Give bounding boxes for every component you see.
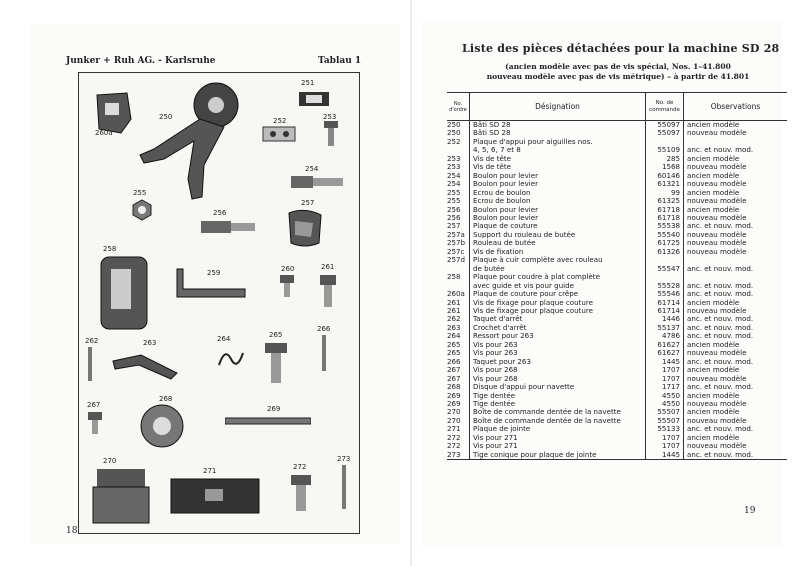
cell-designation: Plaque de couture [470,222,646,230]
table-row [447,324,787,332]
table-row [447,349,787,357]
cell-observations: anc. et nouv. mod. [684,290,788,298]
cell-designation: Ecrou de boulon [470,197,646,205]
cell-commande: 55547 [646,265,684,273]
label-250: 250 [159,113,173,121]
cell-designation: Ressort pour 263 [470,332,646,340]
part-253-screw-drawing [323,119,339,149]
part-266-pin-drawing [321,335,327,371]
table-row [447,451,787,460]
cell-no: 258 [447,273,461,282]
subtitle-line-2: nouveau modèle avec pas de vis métrique) – à partir de 41.801 [486,72,750,81]
cell-commande: 61326 [646,248,684,256]
label-270: 270 [103,457,117,465]
cell-designation: Taquet pour 263 [470,358,646,366]
cell-commande: 61714 [646,307,684,315]
label-263: 263 [143,339,157,347]
cell-no: 257d [447,256,466,265]
table-row [447,282,787,290]
cell-designation: Bâti SD 28 [470,121,646,130]
cell-designation: Disque d'appui pour navette [470,383,646,391]
cell-no: 252 [447,137,461,146]
label-257: 257 [301,199,315,207]
cell-no: 257c [447,247,465,256]
cell-designation: Plaque de jointe [470,425,646,433]
cell-designation: Vis pour 268 [470,375,646,383]
table-row [447,180,787,188]
company-header: Junker + Ruh AG. - Karlsruhe [66,56,216,66]
cell-observations: nouveau modèle [684,163,788,171]
label-259: 259 [207,269,221,277]
table-row [447,189,787,197]
cell-observations: nouveau modèle [684,417,788,425]
cell-no: 269 [447,391,461,400]
cell-designation: Vis de fixage pour plaque couture [470,307,646,315]
cell-designation: Taquet d'arrêt [470,315,646,323]
subtitle-line-1: (ancien modèle avec pas de vis spécial, Nos. 1–41.800 [505,62,731,71]
cell-no: 256 [447,213,461,222]
list-title: Liste des pièces détachées pour la machine SD 28 [462,42,780,55]
table-row [447,214,787,222]
part-273-pin-drawing [341,465,347,509]
table-row [447,307,787,315]
cell-designation: Vis de fixation [470,248,646,256]
cell-observations: ancien modèle [684,434,788,442]
table-row [447,129,787,137]
cell-observations: anc. et nouv. mod. [684,425,788,433]
table-row [447,442,787,450]
label-260a: 260a [95,129,113,137]
table-row [447,375,787,383]
cell-observations: ancien modèle [684,392,788,400]
part-270-box-drawing [91,465,151,527]
cell-designation: Vis de tête [470,163,646,171]
table-row [447,299,787,307]
cell-designation: Crochet d'arrêt [470,324,646,332]
cell-commande: 55507 [646,408,684,416]
cell-observations: ancien modèle [684,172,788,180]
part-258-plate-drawing [99,255,149,331]
part-260-screw-drawing [279,273,295,299]
cell-no: 257 [447,222,461,231]
cell-designation: Boulon pour levier [470,214,646,222]
cell-no: 254 [447,171,461,180]
col-header-commande: No. de commande [646,93,684,121]
cell-commande: 60146 [646,172,684,180]
cell-commande: 1707 [646,375,684,383]
cell-designation: Vis pour 268 [470,366,646,374]
cell-commande: 1707 [646,442,684,450]
cell-designation: Tige conique pour plaque de jointe [470,451,646,460]
cell-no: 270 [447,408,461,417]
cell-commande [646,256,684,264]
cell-commande: 61627 [646,341,684,349]
cell-designation: Plaque à cuir complète avec rouleau [470,256,646,264]
table-row [447,425,787,433]
cell-observations: anc. et nouv. mod. [684,324,788,332]
cell-commande: 55097 [646,129,684,137]
list-subtitle [448,62,788,82]
cell-commande: 61718 [646,214,684,222]
table-row [447,366,787,374]
table-row [447,146,787,154]
cell-designation: Plaque de couture pour crêpe [470,290,646,298]
cell-commande: 55507 [646,417,684,425]
part-272-screw-drawing [289,473,313,513]
cell-observations: anc. et nouv. mod. [684,332,788,340]
label-256: 256 [213,209,227,217]
cell-no: 261 [447,298,461,307]
table-row [447,222,787,230]
cell-no [447,265,470,273]
cell-observations: nouveau modèle [684,129,788,137]
label-267: 267 [87,401,101,409]
table-row [447,256,787,264]
label-260: 260 [281,265,295,273]
cell-no: 261 [447,306,461,315]
cell-no: 271 [447,425,461,434]
part-251-drawing [297,89,333,109]
col-header-designation: Désignation [470,93,646,121]
table-row [447,231,787,239]
parts-table-body [447,121,787,460]
parts-table [447,92,787,460]
table-row [447,172,787,180]
label-269: 269 [267,405,281,413]
cell-designation: Bâti SD 28 [470,129,646,137]
cell-designation: de butée [470,265,646,273]
cell-commande [646,273,684,281]
table-header-row [447,93,787,121]
cell-no: 254 [447,180,461,189]
cell-no: 265 [447,340,461,349]
cell-observations: anc. et nouv. mod. [684,265,788,273]
parts-illustration [78,72,360,534]
table-row [447,383,787,391]
cell-commande: 55133 [646,425,684,433]
cell-designation: Vis de tête [470,155,646,163]
part-254-bolt-drawing [289,173,349,191]
cell-observations: nouveau modèle [684,239,788,247]
cell-no: 253 [447,154,461,163]
label-262: 262 [85,337,99,345]
cell-designation: Ecrou de boulon [470,189,646,197]
col-header-no: No. d'ordre [447,93,470,121]
label-251: 251 [301,79,315,87]
table-row [447,408,787,416]
table-row [447,358,787,366]
cell-no: 263 [447,323,461,332]
cell-commande: 1568 [646,163,684,171]
cell-observations [684,138,788,146]
cell-no: 255 [447,197,461,206]
cell-no: 265 [447,349,461,358]
cell-no: 253 [447,163,461,172]
cell-observations: anc. et nouv. mod. [684,146,788,154]
table-row [447,434,787,442]
cell-designation: 4, 5, 6, 7 et 8 [470,146,646,154]
cell-commande: 61714 [646,299,684,307]
table-row [447,239,787,247]
cell-no: 272 [447,433,461,442]
cell-no: 260a [447,290,465,299]
part-268-disc-drawing [139,403,185,449]
cell-designation: Boîte de commande dentée de la navette [470,417,646,425]
table-row [447,392,787,400]
cell-designation: Vis de fixage pour plaque couture [470,299,646,307]
label-273: 273 [337,455,351,463]
part-265-screw-drawing [263,341,289,385]
cell-commande: 1707 [646,434,684,442]
cell-observations: nouveau modèle [684,307,788,315]
cell-designation: Vis pour 263 [470,341,646,349]
cell-commande: 55137 [646,324,684,332]
table-row [447,273,787,281]
cell-commande: 55540 [646,231,684,239]
cell-commande: 61321 [646,180,684,188]
cell-no: 266 [447,357,461,366]
cell-no: 267 [447,366,461,375]
part-271-plate-drawing [169,477,261,515]
label-258: 258 [103,245,117,253]
cell-designation: Boulon pour levier [470,180,646,188]
cell-designation: Support du rouleau de butée [470,231,646,239]
cell-commande: 99 [646,189,684,197]
table-row [447,265,787,273]
cell-observations: ancien modèle [684,366,788,374]
part-263-hook-drawing [111,351,181,381]
cell-designation: Vis pour 271 [470,442,646,450]
cell-observations: anc. et nouv. mod. [684,358,788,366]
table-row [447,206,787,214]
cell-no: 250 [447,120,461,129]
label-272: 272 [293,463,307,471]
cell-commande: 1445 [646,358,684,366]
cell-commande: 55097 [646,121,684,130]
cell-no: 268 [447,383,461,392]
cell-designation: Vis pour 271 [470,434,646,442]
table-row [447,163,787,171]
cell-commande: 55538 [646,222,684,230]
cell-observations: ancien modèle [684,155,788,163]
cell-observations [684,273,788,281]
part-255-nut-drawing [131,199,153,221]
cell-designation: Boulon pour levier [470,172,646,180]
cell-observations: ancien modèle [684,341,788,349]
table-row [447,417,787,425]
cell-designation: Plaque pour coudre à plat complète [470,273,646,281]
table-row [447,315,787,323]
cell-observations: nouveau modèle [684,400,788,408]
cell-commande: 61325 [646,197,684,205]
cell-observations: nouveau modèle [684,349,788,357]
cell-commande: 61725 [646,239,684,247]
part-256-bolt-drawing [199,218,259,236]
part-262-pin-drawing [87,347,93,381]
cell-no: 256 [447,205,461,214]
part-250-frame-drawing [134,79,254,209]
cell-commande: 4550 [646,400,684,408]
cell-no [447,282,470,290]
table-row [447,155,787,163]
cell-commande: 1707 [646,366,684,374]
table-row [447,197,787,205]
cell-observations: anc. et nouv. mod. [684,451,788,460]
page-fold [410,0,412,566]
cell-commande: 4786 [646,332,684,340]
cell-observations [684,256,788,264]
cell-observations: ancien modèle [684,206,788,214]
label-265: 265 [269,331,283,339]
cell-observations: ancien modèle [684,189,788,197]
table-row [447,138,787,146]
table-row [447,121,787,130]
cell-commande: 61718 [646,206,684,214]
cell-commande: 1445 [646,451,684,460]
label-264: 264 [217,335,231,343]
label-266: 266 [317,325,331,333]
plate-header: Tablau 1 [318,56,362,66]
cell-observations: nouveau modèle [684,442,788,450]
label-254: 254 [305,165,319,173]
cell-no: 269 [447,399,461,408]
cell-designation: Rouleau de butée [470,239,646,247]
cell-no: 257a [447,230,465,239]
cell-no: 257b [447,239,466,248]
right-page-number: 19 [744,506,756,516]
part-257-plate-drawing [283,207,327,251]
cell-observations: ancien modèle [684,299,788,307]
cell-commande: 1717 [646,383,684,391]
cell-no: 255 [447,188,461,197]
cell-observations: ancien modèle [684,121,788,130]
cell-designation: Vis pour 263 [470,349,646,357]
part-267-screw-drawing [87,411,103,435]
cell-commande [646,138,684,146]
cell-no: 250 [447,129,461,138]
cell-observations: nouveau modèle [684,375,788,383]
label-253: 253 [323,113,337,121]
cell-observations: nouveau modèle [684,231,788,239]
cell-observations: anc. et nouv. mod. [684,383,788,391]
cell-observations: anc. et nouv. mod. [684,222,788,230]
cell-designation: Tige dentée [470,400,646,408]
label-255: 255 [133,189,147,197]
label-252: 252 [273,117,287,125]
cell-commande: 55528 [646,282,684,290]
label-271: 271 [203,467,217,475]
cell-designation: Tige dentée [470,392,646,400]
cell-commande: 1446 [646,315,684,323]
part-252-drawing [261,123,297,145]
cell-no: 262 [447,315,461,324]
cell-no: 273 [447,451,470,460]
cell-no: 267 [447,374,461,383]
cell-commande: 285 [646,155,684,163]
cell-commande: 55109 [646,146,684,154]
cell-observations: nouveau modèle [684,197,788,205]
cell-no: 270 [447,416,461,425]
cell-designation: Boulon pour levier [470,206,646,214]
part-264-spring-drawing [215,345,247,373]
cell-observations: nouveau modèle [684,214,788,222]
table-row [447,332,787,340]
cell-commande: 61627 [646,349,684,357]
table-row [447,290,787,298]
cell-commande: 4550 [646,392,684,400]
cell-observations: anc. et nouv. mod. [684,315,788,323]
table-row [447,341,787,349]
cell-observations: ancien modèle [684,408,788,416]
part-261-screw-drawing [319,273,337,309]
cell-observations: nouveau modèle [684,248,788,256]
cell-designation: Plaque d'appui pour aiguilles nos. [470,138,646,146]
table-row [447,248,787,256]
cell-no: 272 [447,442,461,451]
cell-no: 264 [447,332,461,341]
cell-no [447,146,470,154]
cell-observations: anc. et nouv. mod. [684,282,788,290]
cell-designation: avec guide et vis pour guide [470,282,646,290]
cell-commande: 55546 [646,290,684,298]
cell-designation: Boîte de commande dentée de la navette [470,408,646,416]
part-269-rod-drawing [225,415,311,427]
col-header-observations: Observations [684,93,788,121]
table-row [447,400,787,408]
label-261: 261 [321,263,335,271]
left-page-number: 18 [66,526,78,536]
label-268: 268 [159,395,173,403]
cell-observations: nouveau modèle [684,180,788,188]
